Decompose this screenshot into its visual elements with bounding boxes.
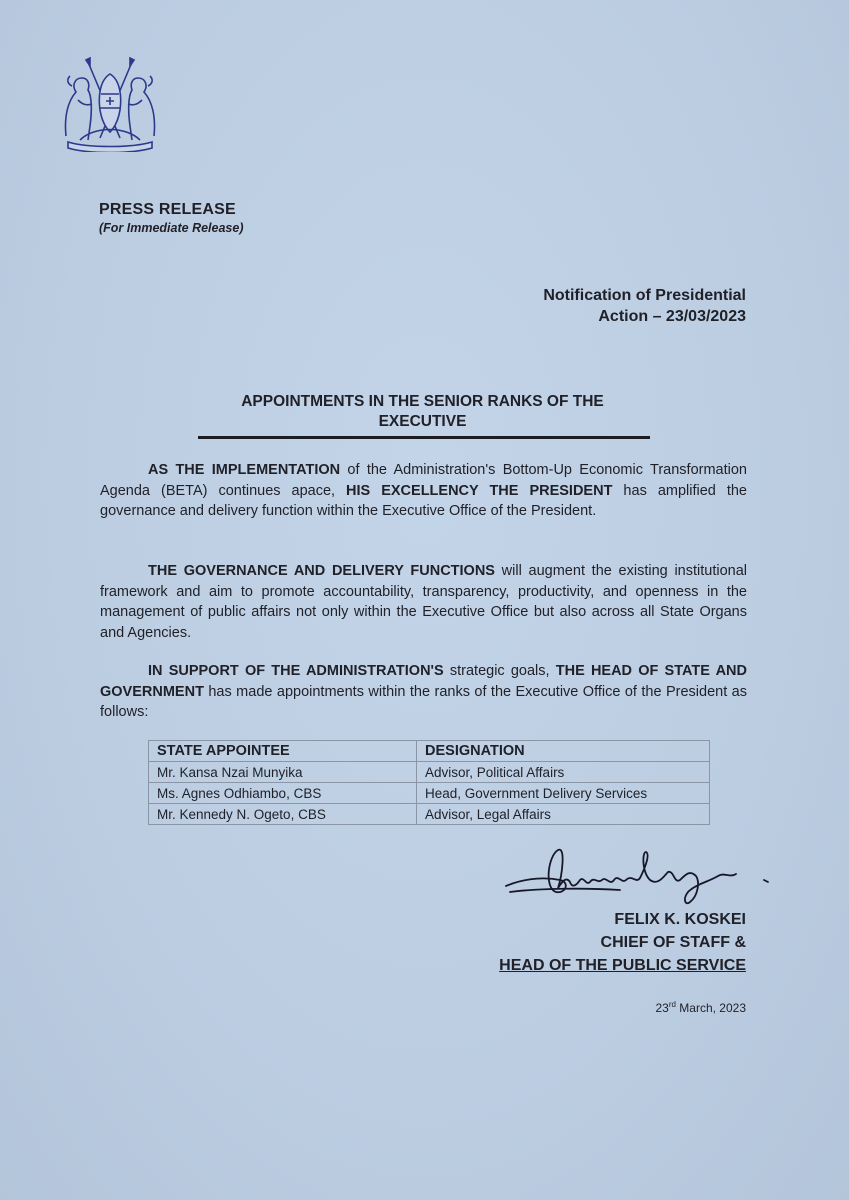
paragraph-lead: IN SUPPORT OF THE ADMINISTRATION'S [148, 663, 444, 679]
immediate-release-label: (For Immediate Release) [99, 221, 244, 235]
date-suffix: rd [668, 1000, 676, 1009]
appointee-cell: Mr. Kansa Nzai Munyika [149, 762, 417, 783]
signoff-block [499, 908, 746, 977]
paragraph-lead: AS THE IMPLEMENTATION [148, 462, 341, 478]
paragraph-text: has amplified the governance and delivery function within the Executive Office of the President. [100, 482, 747, 519]
release-date [655, 1000, 746, 1015]
paragraph-text: has made appointments within the ranks of the Executive Office of the President as follows: [100, 683, 747, 720]
appointee-cell: Mr. Kennedy N. Ogeto, CBS [149, 804, 417, 825]
table-row [149, 804, 710, 825]
paragraph-emphasis: HIS EXCELLENCY THE PRESIDENT [346, 482, 613, 499]
designation-cell: Head, Government Delivery Services [417, 783, 710, 804]
table-row [149, 783, 710, 804]
appointments-table [148, 740, 710, 825]
paragraph-support [100, 661, 747, 723]
coat-of-arms-icon [58, 56, 162, 152]
signatory-name: FELIX K. KOSKEI [614, 911, 746, 928]
notification-block [543, 285, 746, 327]
title-line-2: EXECUTIVE [378, 413, 467, 430]
designation-cell: Advisor, Legal Affairs [417, 804, 710, 825]
date-day: 23 [655, 1001, 669, 1015]
paragraph-text: of the Administration's Bottom-Up Economic Transformation Agenda (BETA) continues apace, [100, 462, 747, 499]
designation-cell: Advisor, Political Affairs [417, 762, 710, 783]
paragraph-text: will augment the existing institutional framework and aim to promote accountability, transparency, productivity, and openness in the management of public affairs not only within the Executive Office but also across all State Organs and Agencies. [100, 563, 747, 641]
signatory-office: HEAD OF THE PUBLIC SERVICE [499, 957, 746, 974]
title-underline [198, 436, 650, 439]
press-release-label: PRESS RELEASE [99, 201, 236, 218]
table-row [149, 762, 710, 783]
column-header-designation: DESIGNATION [417, 741, 710, 762]
paragraph-implementation [100, 460, 747, 522]
paragraph-text: strategic goals, [443, 663, 556, 679]
appointee-cell: Ms. Agnes Odhiambo, CBS [149, 783, 417, 804]
document-title [150, 392, 695, 432]
title-line-1: APPOINTMENTS IN THE SENIOR RANKS OF THE [241, 393, 604, 410]
column-header-appointee: STATE APPOINTEE [149, 741, 417, 762]
paragraph-emphasis: THE HEAD OF STATE AND GOVERNMENT [100, 663, 747, 700]
notification-line-1: Notification of Presidential [543, 287, 746, 304]
signatory-title: CHIEF OF STAFF & [600, 934, 746, 951]
paragraph-lead: THE GOVERNANCE AND DELIVERY FUNCTIONS [148, 563, 495, 579]
paragraph-governance [100, 561, 747, 643]
table-header-row [149, 741, 710, 762]
date-rest: March, 2023 [675, 1001, 746, 1015]
notification-line-2: Action – 23/03/2023 [598, 308, 746, 325]
